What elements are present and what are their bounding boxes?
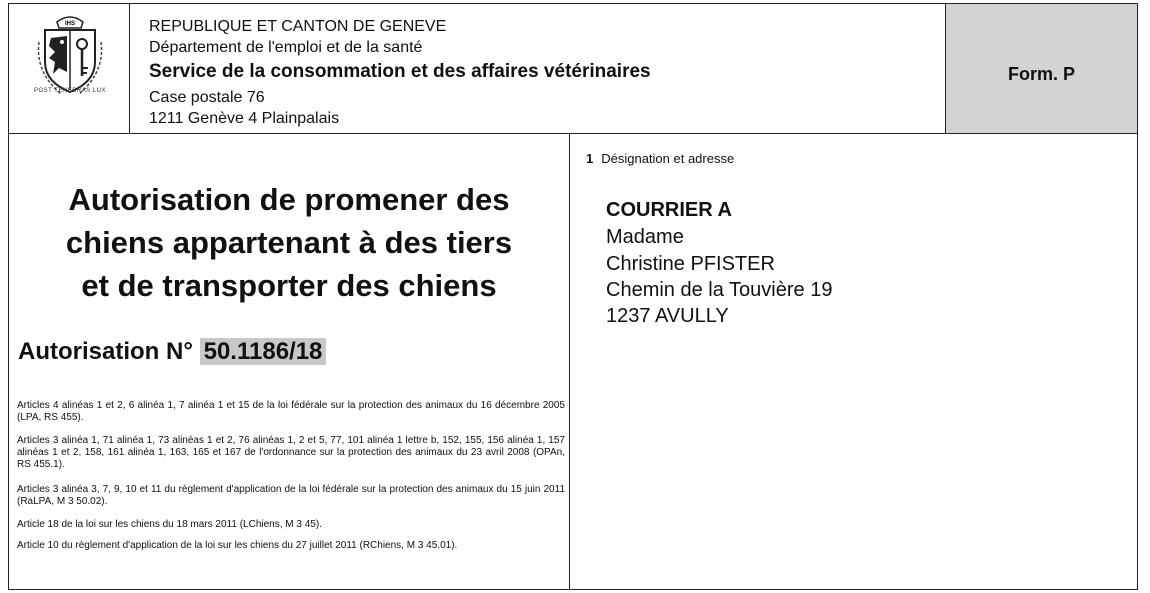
address-section-heading — [586, 151, 734, 166]
address-recipient-name: Christine PFISTER — [606, 253, 775, 275]
address-street: Chemin de la Touvière 19 — [606, 279, 833, 301]
address-cell — [569, 133, 1138, 590]
issuer-header — [129, 3, 946, 134]
legal-reference: Articles 3 alinéa 3, 7, 9, 10 et 11 du règlement d'application de la loi fédérale sur la protection des animaux du 15 juin 2011 (RaLPA, M 3 50.02). — [17, 484, 565, 507]
issuer-department: Département de l'emploi et de la santé — [149, 39, 423, 56]
logo-cell — [8, 3, 130, 134]
authorization-label: Autorisation N° — [18, 338, 193, 365]
document-title-line: chiens appartenant à des tiers — [65, 225, 513, 260]
address-salutation: Madame — [606, 226, 684, 248]
section-label: Désignation et adresse — [601, 151, 735, 166]
svg-text:IHS: IHS — [64, 21, 76, 27]
logo-motto: POST TENEBRAS LUX — [34, 88, 106, 94]
title-cell — [8, 133, 570, 590]
geneva-coat-of-arms-icon — [31, 12, 109, 96]
form-label-cell — [945, 3, 1138, 134]
section-number: 1 — [586, 151, 594, 166]
address-mail-type: COURRIER A — [606, 199, 732, 221]
authorization-number: 50.1186/18 — [200, 338, 327, 365]
issuer-republic: REPUBLIQUE ET CANTON DE GENEVE — [149, 18, 447, 35]
form-label: Form. P — [1007, 64, 1075, 84]
legal-reference: Articles 3 alinéa 1, 71 alinéa 1, 73 alinéas 1 et 2, 76 alinéas 1, 2 et 5, 77, 101 alinéa 1 lettre b, 152, 155, 156 alinéa 1, 157 alinéas 1 et 2, 158, 161 alinéa 1, 163, 165 et 167 de l'ordonnance sur la protection des animaux du 23 avril 2008 (OPAn, RS 455.1). — [17, 435, 565, 470]
document-title-line: et de transporter des chiens — [81, 268, 497, 303]
document-title-line: Autorisation de promener des — [68, 182, 510, 217]
issuer-city: 1211 Genève 4 Plainpalais — [149, 110, 340, 127]
issuer-po-box: Case postale 76 — [149, 89, 265, 106]
address-postal-city: 1237 AVULLY — [606, 305, 729, 327]
legal-reference: Article 18 de la loi sur les chiens du 18 mars 2011 (LChiens, M 3 45). — [17, 519, 322, 530]
issuer-service: Service de la consommation et des affaires vétérinaires — [149, 61, 651, 82]
legal-reference: Article 10 du règlement d'application de la loi sur les chiens du 27 juillet 2011 (RChiens, M 3 45.01). — [17, 540, 458, 551]
document-title — [9, 178, 569, 307]
authorization-line — [18, 338, 326, 366]
legal-reference: Articles 4 alinéas 1 et 2, 6 alinéa 1, 7 alinéa 1 et 15 de la loi fédérale sur la protection des animaux du 16 décembre 2005 (LPA, RS 455). — [17, 400, 565, 423]
